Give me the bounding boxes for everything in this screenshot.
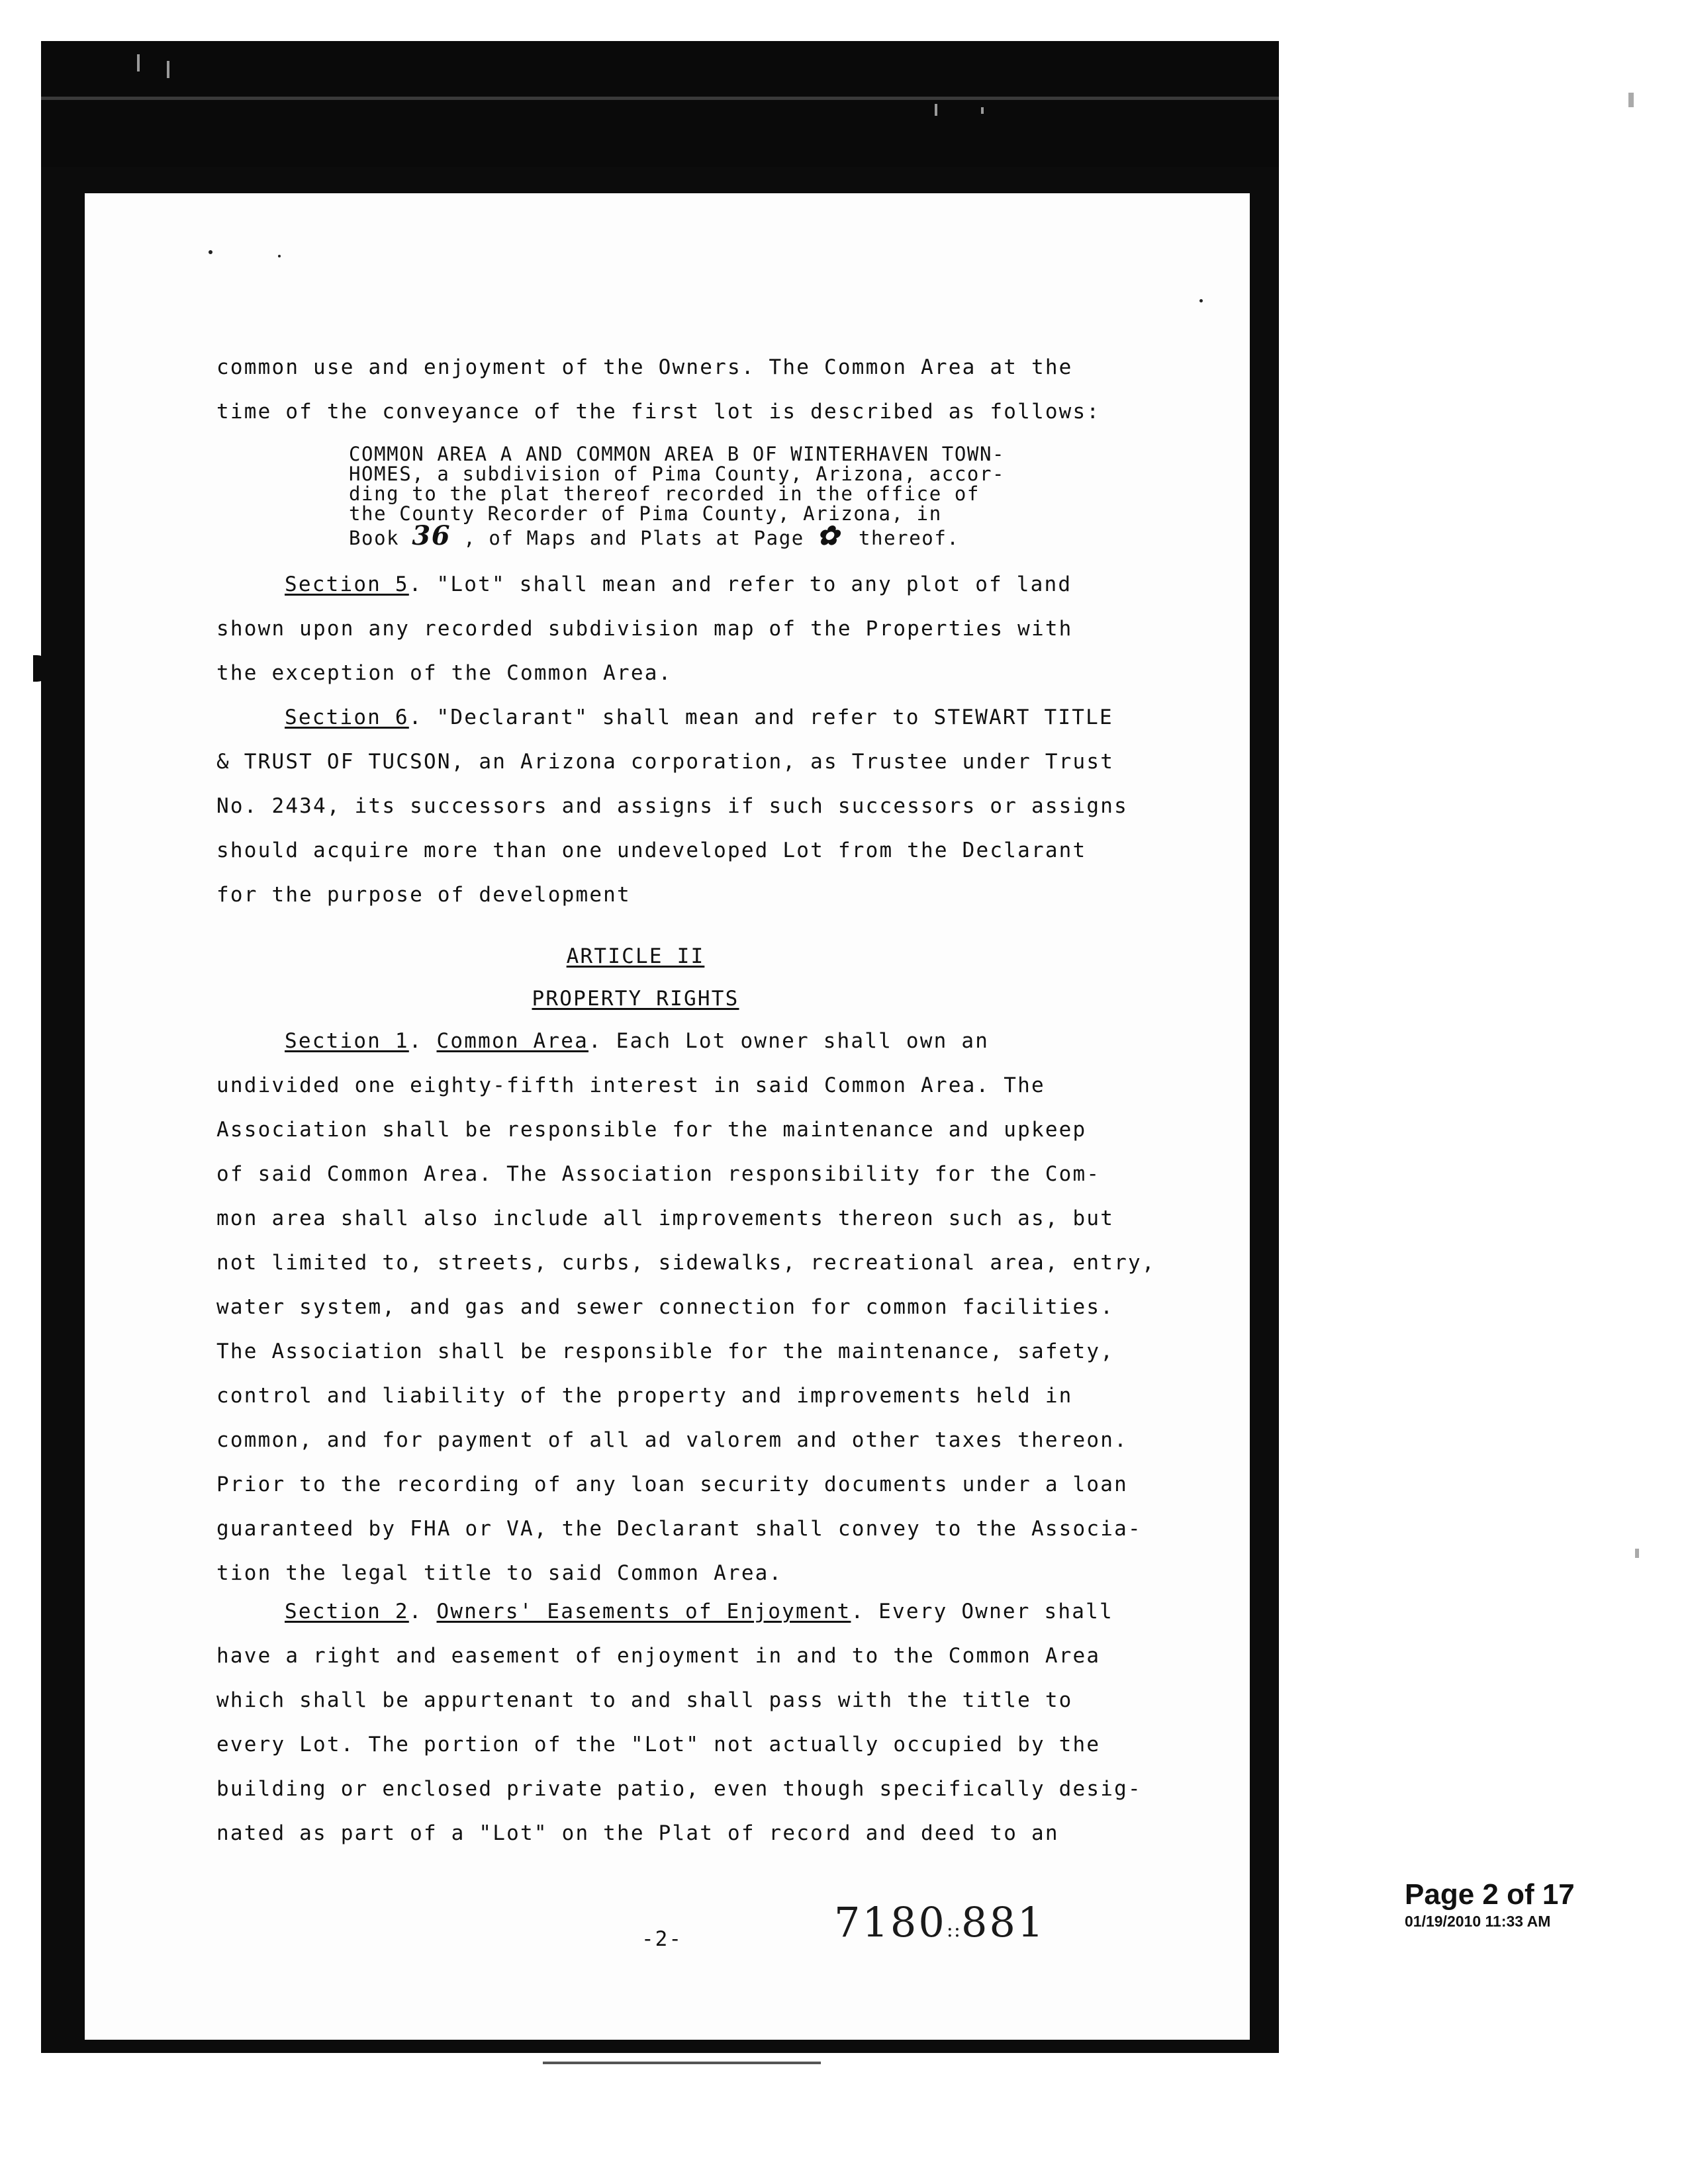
handwritten-book-number: 36 <box>412 520 451 551</box>
page-timestamp: 01/19/2010 11:33 AM <box>1405 1913 1551 1930</box>
text-line: Prior to the recording of any loan security documents under a loan <box>216 1473 1128 1496</box>
a2-section-2-label: Section 2 <box>285 1600 409 1623</box>
text-line: which shall be appurtenant to and shall pass with the title to <box>216 1688 1073 1712</box>
article-subtitle-text: PROPERTY RIGHTS <box>532 987 739 1011</box>
article-subtitle <box>0 989 1271 1009</box>
thereof-text: thereof. <box>858 527 960 549</box>
text-line: common use and enjoyment of the Owners. The Common Area at the <box>216 355 1073 379</box>
text-line: common, and for payment of all ad valorem and other taxes thereon. <box>216 1428 1128 1452</box>
text-line: every Lot. The portion of the "Lot" not actually occupied by the <box>216 1733 1101 1756</box>
text-line: should acquire more than one undeveloped Lot from the Declarant <box>216 839 1087 862</box>
text-line: The Association shall be responsible for the maintenance, safety, <box>216 1340 1115 1363</box>
text-line: nated as part of a "Lot" on the Plat of record and deed to an <box>216 1821 1059 1845</box>
text-line: for the purpose of development <box>216 883 631 907</box>
text-line: of said Common Area. The Association responsibility for the Com- <box>216 1162 1101 1186</box>
recording-stamp <box>834 1898 1045 1946</box>
section-5-first-line <box>285 574 1072 595</box>
handwritten-page-mark: ✿ <box>816 520 841 551</box>
section-5-label: Section 5 <box>285 572 409 596</box>
page-number: -2- <box>641 1927 682 1951</box>
section-6-first-line <box>285 707 1113 728</box>
text-line: building or enclosed private patio, even though specifically desig- <box>216 1777 1142 1801</box>
legal-description-line: ding to the plat thereof recorded in the office of <box>349 482 980 505</box>
legal-description-line: HOMES, a subdivision of Pima County, Arizona, accor- <box>349 463 1006 485</box>
text-line: the exception of the Common Area. <box>216 661 673 685</box>
text-line: water system, and gas and sewer connection for common facilities. <box>216 1295 1115 1319</box>
text-line: control and liability of the property and improvements held in <box>216 1384 1073 1408</box>
a2-section-2-text: . Every Owner shall <box>851 1600 1113 1623</box>
legal-description-line: COMMON AREA A AND COMMON AREA B OF WINTERHAVEN TOWN- <box>349 443 1006 465</box>
legal-description-line <box>349 520 960 551</box>
text-line: Association shall be responsible for the maintenance and upkeep <box>216 1118 1087 1142</box>
text-line: guaranteed by FHA or VA, the Declarant shall convey to the Associa- <box>216 1517 1142 1541</box>
stamp-docket: 7180 <box>834 1898 947 1946</box>
a2-section-2-first-line: Section 2. Owners' Easements of Enjoyment. Every Owner shall <box>285 1600 1113 1623</box>
section-6-text: . "Declarant" shall mean and refer to STEWART TITLE <box>408 705 1113 729</box>
text-line: mon area shall also include all improvements thereon such as, but <box>216 1206 1115 1230</box>
book-label: Book <box>349 527 400 549</box>
a2-section-2-heading: Owners' Easements of Enjoyment <box>436 1600 851 1623</box>
text-line: not limited to, streets, curbs, sidewalks, recreational area, entry, <box>216 1251 1156 1275</box>
maps-and-plats-text: , of Maps and Plats at Page <box>463 527 804 549</box>
text-line: undivided one eighty-fifth interest in said Common Area. The <box>216 1073 1045 1097</box>
text-line: & TRUST OF TUCSON, an Arizona corporation, as Trustee under Trust <box>216 750 1115 774</box>
a2-section-1-first-line: Section 1. Common Area. Each Lot owner shall own an <box>285 1029 990 1053</box>
text-line: shown upon any recorded subdivision map of the Properties with <box>216 617 1073 641</box>
a2-section-1-heading: Common Area <box>436 1029 589 1053</box>
a2-section-1-text: . Each Lot owner shall own an <box>588 1029 990 1053</box>
text-line: time of the conveyance of the first lot is described as follows: <box>216 400 1101 424</box>
legal-description-line: the County Recorder of Pima County, Arizona, in <box>349 502 942 525</box>
section-5-text: . "Lot" shall mean and refer to any plot of land <box>408 572 1072 596</box>
text-line: tion the legal title to said Common Area. <box>216 1561 783 1585</box>
section-6-label: Section 6 <box>285 705 409 729</box>
stamp-page: 881 <box>961 1898 1046 1946</box>
page-count: Page 2 of 17 <box>1405 1878 1575 1911</box>
article-title-text: ARTICLE II <box>566 944 705 968</box>
page-indicator <box>1405 1878 1575 1931</box>
text-line: No. 2434, its successors and assigns if such successors or assigns <box>216 794 1128 818</box>
stamp-separator: :: <box>946 1919 962 1942</box>
a2-section-1-label: Section 1 <box>285 1029 409 1053</box>
text-line: have a right and easement of enjoyment in and to the Common Area <box>216 1644 1101 1668</box>
article-title <box>0 946 1271 967</box>
